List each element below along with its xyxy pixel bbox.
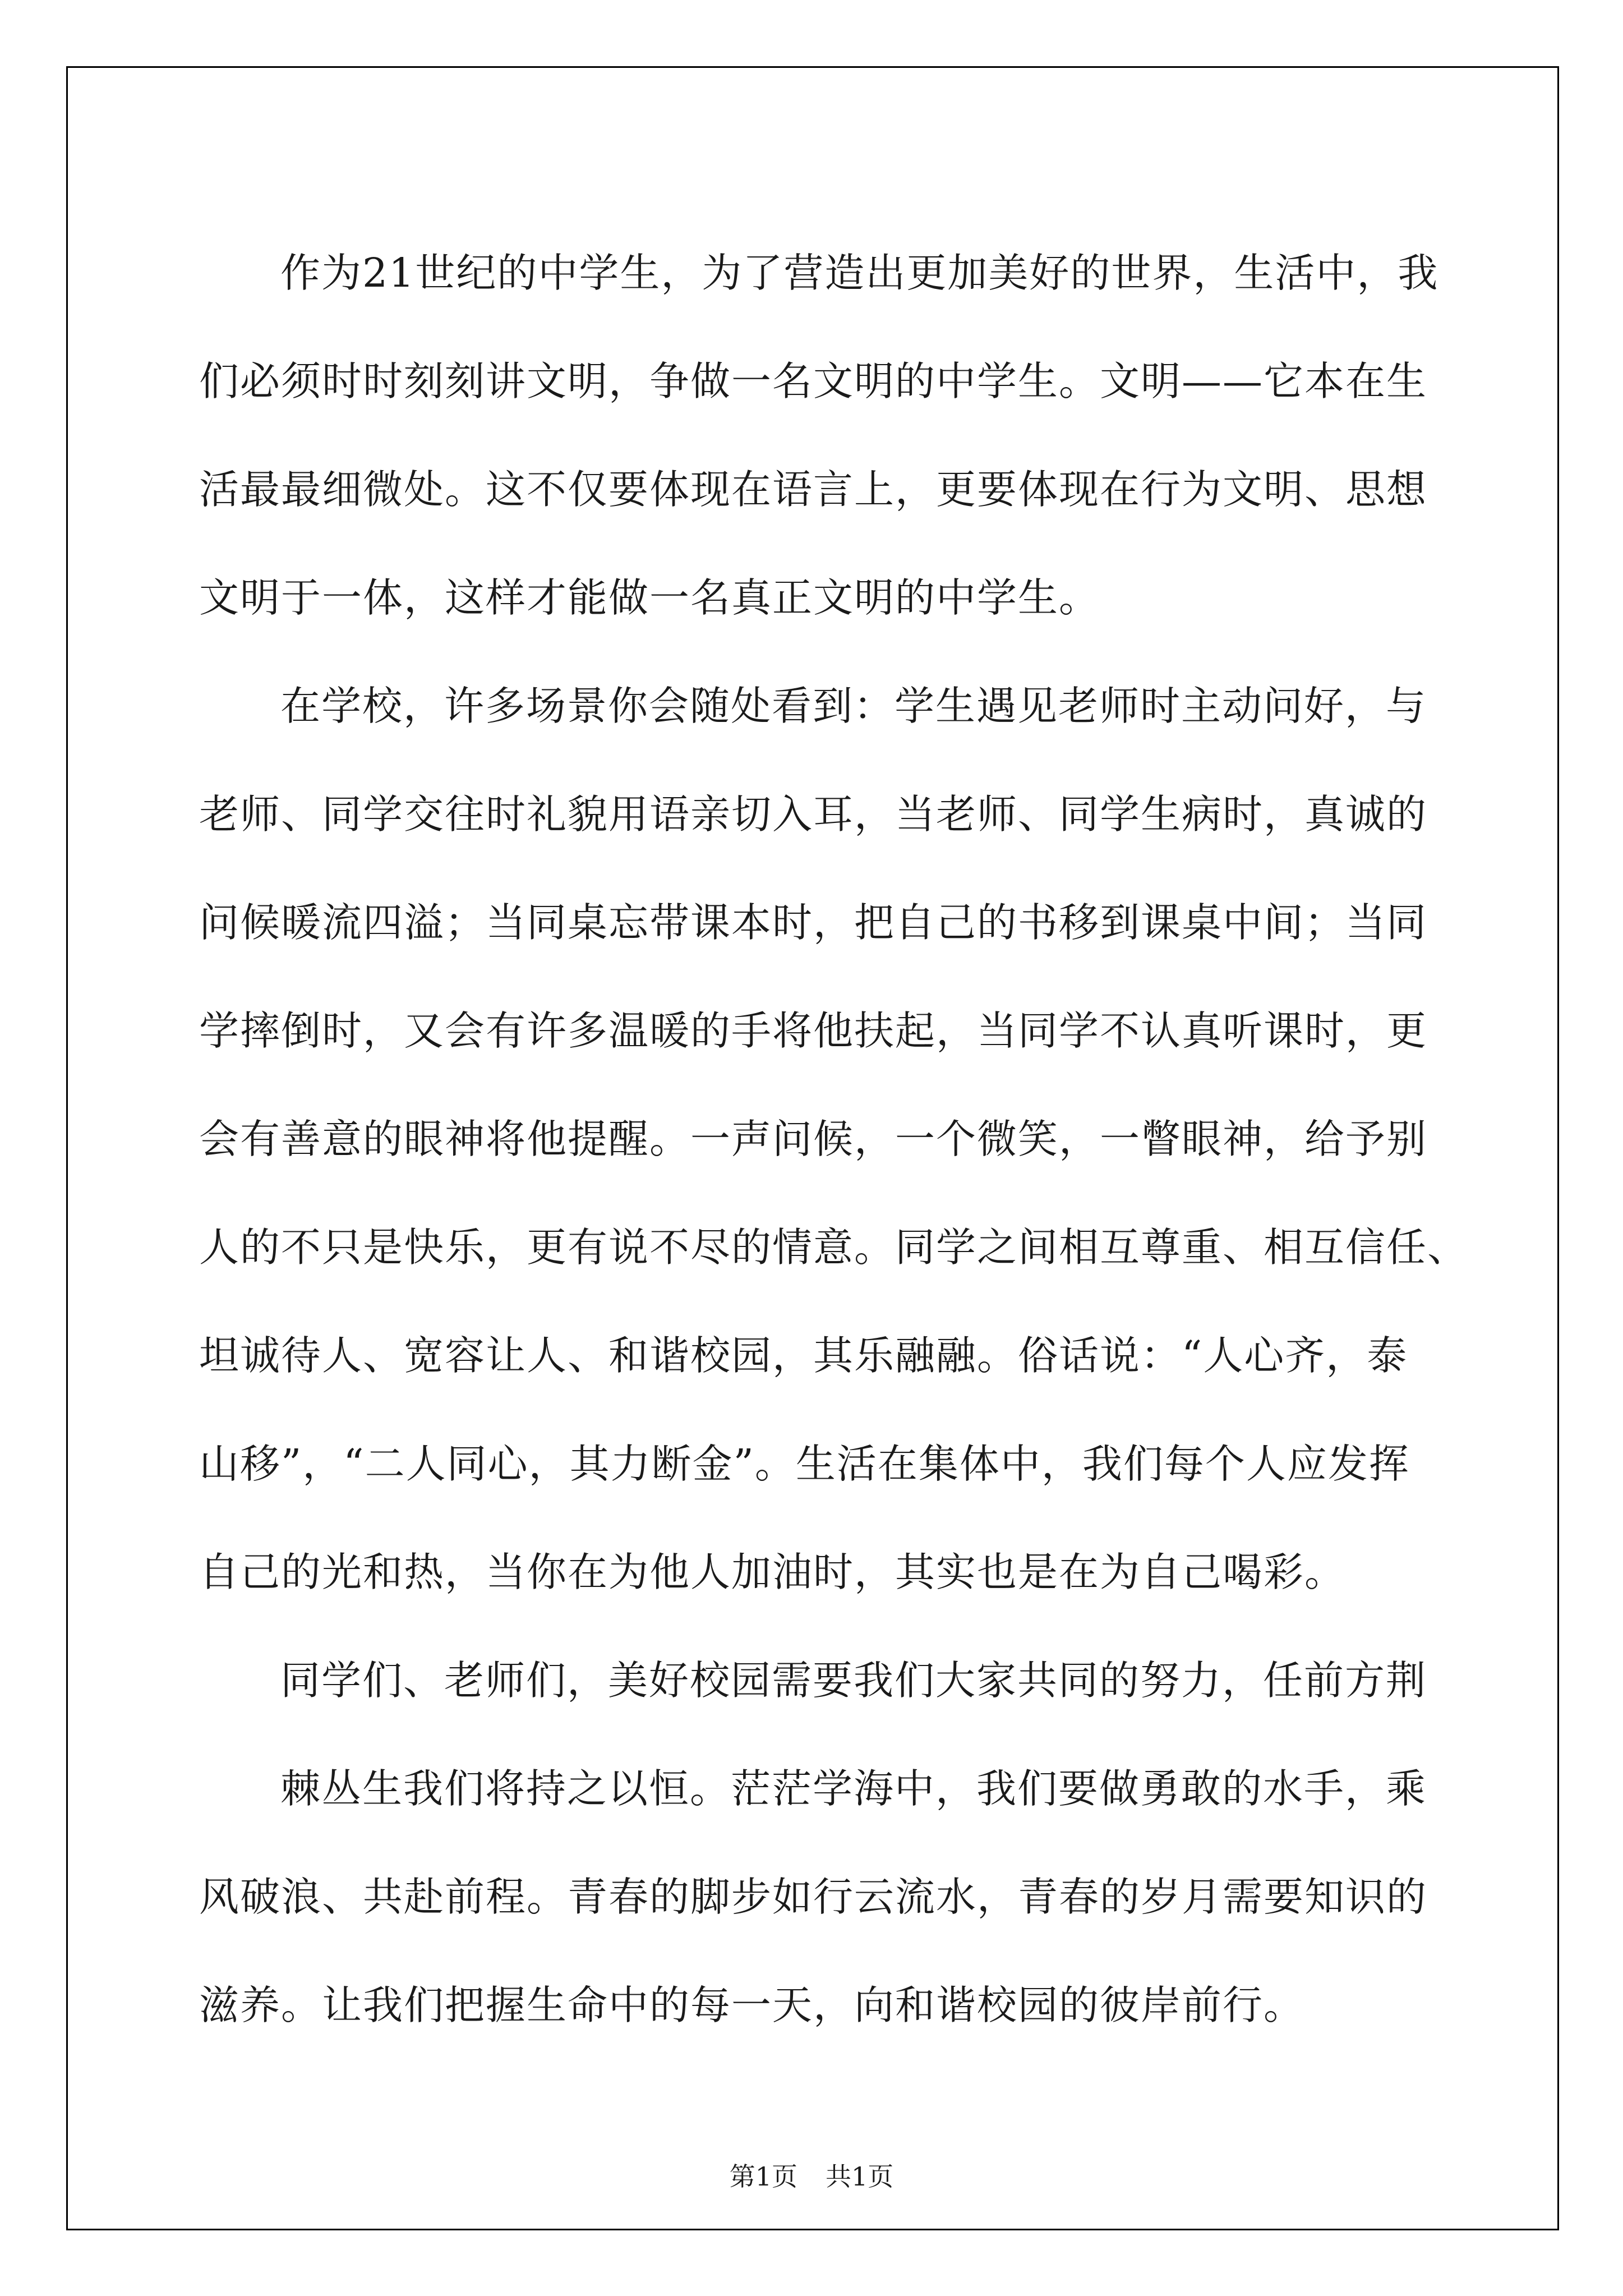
- page-footer: [0, 2160, 1623, 2193]
- paragraph-4-line-2: 风破浪、共赴前程。青春的脚步如行云流水，青春的岁月需要知识的: [199, 1874, 1428, 1920]
- paragraph-2-line-7: 坦诚待人、宽容让人、和谐校园，其乐融融。俗话说：“人心齐，泰: [199, 1332, 1408, 1379]
- paragraph-3-line-1: 同学们、老师们，美好校园需要我们大家共同的努力，任前方荆: [280, 1657, 1427, 1704]
- paragraph-2-line-8: 山移”，“二人同心，其力断金”。生活在集体中，我们每个人应发挥: [199, 1441, 1410, 1487]
- paragraph-4-line-1: 棘丛生我们将持之以恒。茫茫学海中，我们要做勇敢的水手，乘: [280, 1765, 1427, 1812]
- paragraph-2-line-3: 问候暖流四溢；当同桌忘带课本时，把自己的书移到课桌中间；当同: [199, 899, 1428, 946]
- paragraph-2-line-5: 会有善意的眼神将他提醒。一声问候，一个微笑，一瞥眼神，给予别: [199, 1116, 1428, 1162]
- page-total-label: 共1页: [826, 2161, 894, 2192]
- paragraph-2-line-6: 人的不只是快乐，更有说不尽的情意。同学之间相互尊重、相互信任、: [199, 1224, 1469, 1271]
- page-number-label: 第1页: [729, 2161, 797, 2192]
- paragraph-4-line-3: 滋养。让我们把握生命中的每一天，向和谐校园的彼岸前行。: [199, 1982, 1305, 2028]
- paragraph-2-line-1: 在学校，许多场景你会随处看到：学生遇见老师时主动问好，与: [280, 683, 1427, 729]
- paragraph-2-line-9: 自己的光和热，当你在为他人加油时，其实也是在为自己喝彩。: [199, 1549, 1346, 1595]
- paragraph-2-line-2: 老师、同学交往时礼貌用语亲切入耳，当老师、同学生病时，真诚的: [199, 791, 1428, 838]
- paragraph-1-line-1: 作为21世纪的中学生，为了营造出更加美好的世界，生活中，我: [280, 250, 1439, 296]
- paragraph-2-line-4: 学摔倒时，又会有许多温暖的手将他扶起，当同学不认真听课时，更: [199, 1007, 1428, 1054]
- paragraph-1-line-3: 活最最细微处。这不仅要体现在语言上，更要体现在行为文明、思想: [199, 466, 1428, 513]
- document-body: [199, 219, 1469, 2059]
- paragraph-1-line-2: 们必须时时刻刻讲文明，争做一名文明的中学生。文明——它本在生: [199, 358, 1428, 404]
- paragraph-1-line-4: 文明于一体，这样才能做一名真正文明的中学生。: [199, 574, 1100, 621]
